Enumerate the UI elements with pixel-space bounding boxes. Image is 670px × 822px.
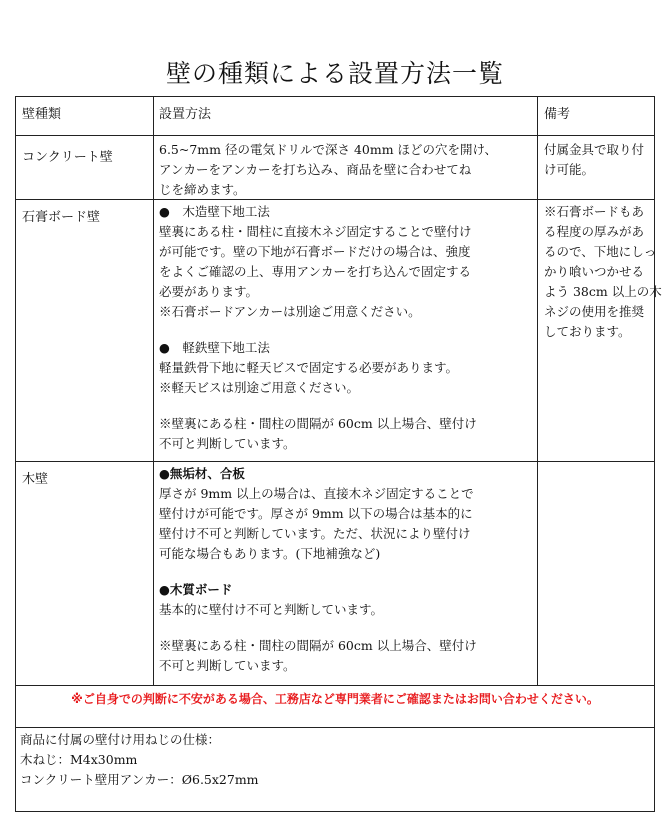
- wall-type-gypsum: 石膏ボード壁: [22, 210, 101, 225]
- method-line: ※壁裏にある柱・間柱の間隔が 60cm 以上場合、壁付け: [159, 416, 477, 431]
- header-method: 設置方法: [159, 107, 212, 122]
- table-row-gypsum: [15, 200, 662, 462]
- table-row-concrete: [15, 136, 655, 200]
- method-line: ※壁裏にある柱・間柱の間隔が 60cm 以上場合、壁付け: [159, 638, 477, 653]
- method-line: 必要があります。: [159, 284, 259, 299]
- method-line: じを締めます。: [159, 182, 246, 197]
- method-line: 6.5~7mm 径の電気ドリルで深さ 40mm ほどの穴を開け、: [159, 142, 498, 157]
- notes-wood: [538, 462, 654, 685]
- method-line: ※石膏ボードアンカーは別途ご用意ください。: [159, 304, 421, 319]
- notes-gypsum: [538, 200, 662, 342]
- spec-line: 商品に付属の壁付け用ねじの仕様：: [20, 732, 221, 747]
- section-heading: ●木質ボード: [159, 582, 233, 597]
- section-heading: ● 木造壁下地工法: [159, 204, 270, 219]
- spec-line: コンクリート壁用アンカー：Ø6.5x27mm: [20, 772, 259, 787]
- method-line: 可能な場合もあります。(下地補強など): [159, 546, 381, 561]
- header-wall-type: 壁種類: [22, 107, 62, 122]
- table-row-wood: [15, 462, 655, 686]
- section-heading: ●無垢材、合板: [159, 466, 245, 481]
- method-line: 壁付けが可能です。厚さが 9mm 以下の場合は基本的に: [159, 506, 473, 521]
- notes-line: よう 38cm 以上の木: [544, 284, 662, 299]
- method-wood: [154, 462, 537, 676]
- method-line: 壁付け不可と判断しています。ただ、状況により壁付け: [159, 526, 471, 541]
- screw-spec: [16, 728, 654, 790]
- table-header-row: [15, 96, 655, 136]
- header-notes: 備考: [544, 107, 571, 122]
- notes-line: しております。: [544, 324, 631, 339]
- notes-line: ネジの使用を推奨: [544, 304, 645, 319]
- method-line: 軽量鉄骨下地に軽天ビスで固定する必要があります。: [159, 360, 459, 375]
- spec-row: [15, 728, 655, 812]
- notes-line: ※石膏ボードもあ: [544, 204, 645, 219]
- method-concrete: [154, 136, 537, 200]
- wall-type-wood: 木壁: [22, 472, 49, 487]
- method-line: 不可と判断しています。: [159, 436, 296, 451]
- section-heading: ● 軽鉄壁下地工法: [159, 340, 270, 355]
- method-line: ※軽天ビスは別途ご用意ください。: [159, 380, 360, 395]
- notes-line: る程度の厚みがあ: [544, 224, 645, 239]
- method-line: 厚さが 9mm 以上の場合は、直接木ネジ固定することで: [159, 486, 474, 501]
- method-line: アンカーをアンカーを打ち込み、商品を壁に合わせてね: [159, 162, 472, 177]
- installation-table: [15, 96, 662, 812]
- notes-line: かり喰いつかせる: [544, 264, 645, 279]
- method-line: をよくご確認の上、専用アンカーを打ち込んで固定する: [159, 264, 472, 279]
- notes-concrete: [538, 136, 654, 180]
- wall-type-concrete: コンクリート壁: [22, 150, 113, 165]
- notes-line: け可能。: [544, 162, 595, 177]
- warning-row: [15, 686, 655, 728]
- warning-text: ※ご自身での判断に不安がある場合、工務店など専門業者にご確認またはお問い合わせください。: [71, 692, 599, 706]
- method-line: 基本的に壁付け不可と判断しています。: [159, 602, 384, 617]
- notes-line: るので、下地にしっ: [544, 244, 657, 259]
- page-title: 壁の種類による設置方法一覧: [165, 59, 504, 88]
- notes-line: 付属金具で取り付: [544, 142, 645, 157]
- method-line: が可能です。壁の下地が石膏ボードだけの場合は、強度: [159, 244, 471, 259]
- method-line: 不可と判断しています。: [159, 658, 296, 673]
- method-gypsum: [154, 200, 537, 454]
- spec-line: 木ねじ：M4x30mm: [20, 752, 138, 767]
- method-line: 壁裏にある柱・間柱に直接木ネジ固定することで壁付け: [159, 224, 472, 239]
